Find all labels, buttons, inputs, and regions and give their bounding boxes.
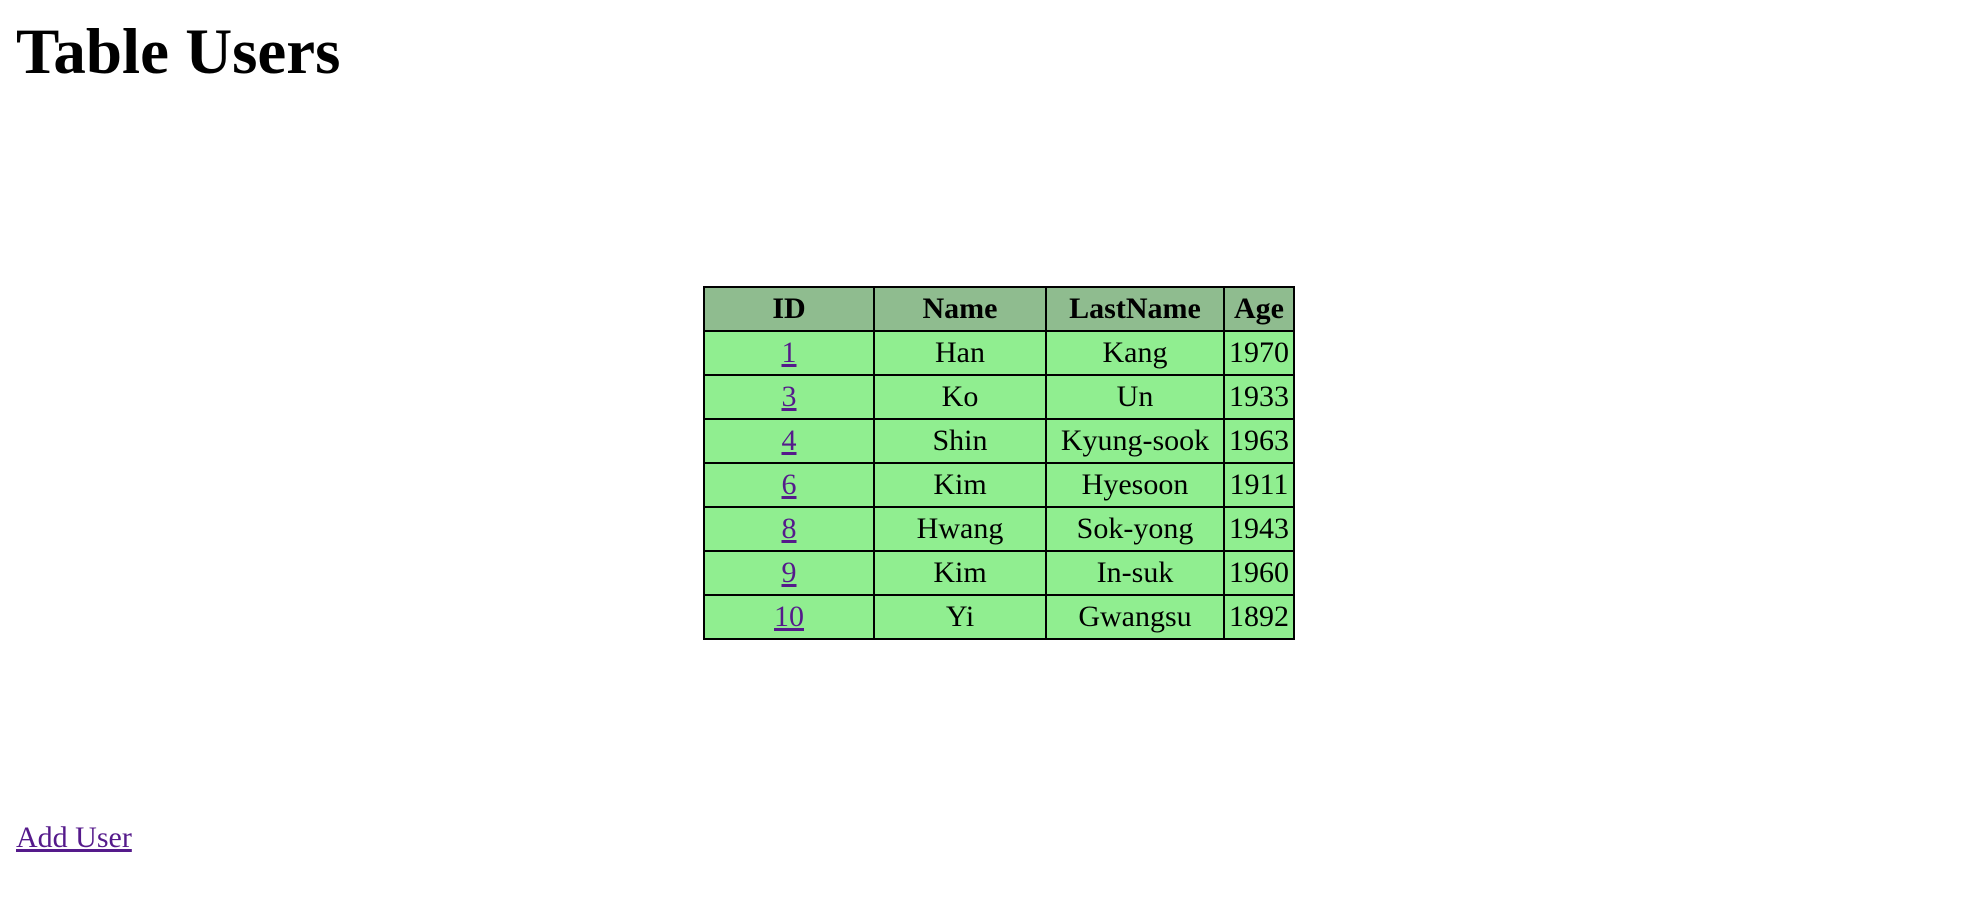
cell-id	[704, 595, 874, 639]
users-table	[703, 286, 1295, 640]
cell-name: Han	[874, 331, 1046, 375]
cell-age: 1943	[1224, 507, 1294, 551]
user-id-link[interactable]: 3	[781, 380, 797, 413]
cell-id	[704, 419, 874, 463]
cell-name: Shin	[874, 419, 1046, 463]
cell-lastname: Sok-yong	[1046, 507, 1224, 551]
cell-id	[704, 375, 874, 419]
table-row	[704, 551, 1294, 595]
cell-id	[704, 551, 874, 595]
user-id-link[interactable]: 6	[781, 468, 797, 501]
header-id: ID	[704, 287, 874, 331]
cell-lastname: Kyung-sook	[1046, 419, 1224, 463]
table-row	[704, 595, 1294, 639]
cell-name: Kim	[874, 551, 1046, 595]
table-row	[704, 507, 1294, 551]
cell-name: Hwang	[874, 507, 1046, 551]
cell-name: Yi	[874, 595, 1046, 639]
cell-age: 1911	[1224, 463, 1294, 507]
cell-id	[704, 463, 874, 507]
cell-id	[704, 507, 874, 551]
table-row	[704, 375, 1294, 419]
table-row	[704, 331, 1294, 375]
user-id-link[interactable]: 9	[781, 556, 797, 589]
cell-name: Ko	[874, 375, 1046, 419]
cell-lastname: Gwangsu	[1046, 595, 1224, 639]
cell-age: 1963	[1224, 419, 1294, 463]
cell-lastname: Kang	[1046, 331, 1224, 375]
user-id-link[interactable]: 1	[781, 336, 797, 369]
user-id-link[interactable]: 10	[774, 600, 804, 633]
user-id-link[interactable]: 8	[781, 512, 797, 545]
table-header-row	[704, 287, 1294, 331]
table-row	[704, 419, 1294, 463]
add-user-link[interactable]: Add User	[16, 821, 132, 854]
table-row	[704, 463, 1294, 507]
page-title: Table Users	[16, 16, 341, 88]
cell-lastname: In-suk	[1046, 551, 1224, 595]
cell-age: 1892	[1224, 595, 1294, 639]
cell-name: Kim	[874, 463, 1046, 507]
cell-lastname: Un	[1046, 375, 1224, 419]
header-name: Name	[874, 287, 1046, 331]
cell-age: 1960	[1224, 551, 1294, 595]
header-lastname: LastName	[1046, 287, 1224, 331]
header-age: Age	[1224, 287, 1294, 331]
cell-id	[704, 331, 874, 375]
cell-age: 1933	[1224, 375, 1294, 419]
cell-age: 1970	[1224, 331, 1294, 375]
cell-lastname: Hyesoon	[1046, 463, 1224, 507]
user-id-link[interactable]: 4	[781, 424, 797, 457]
